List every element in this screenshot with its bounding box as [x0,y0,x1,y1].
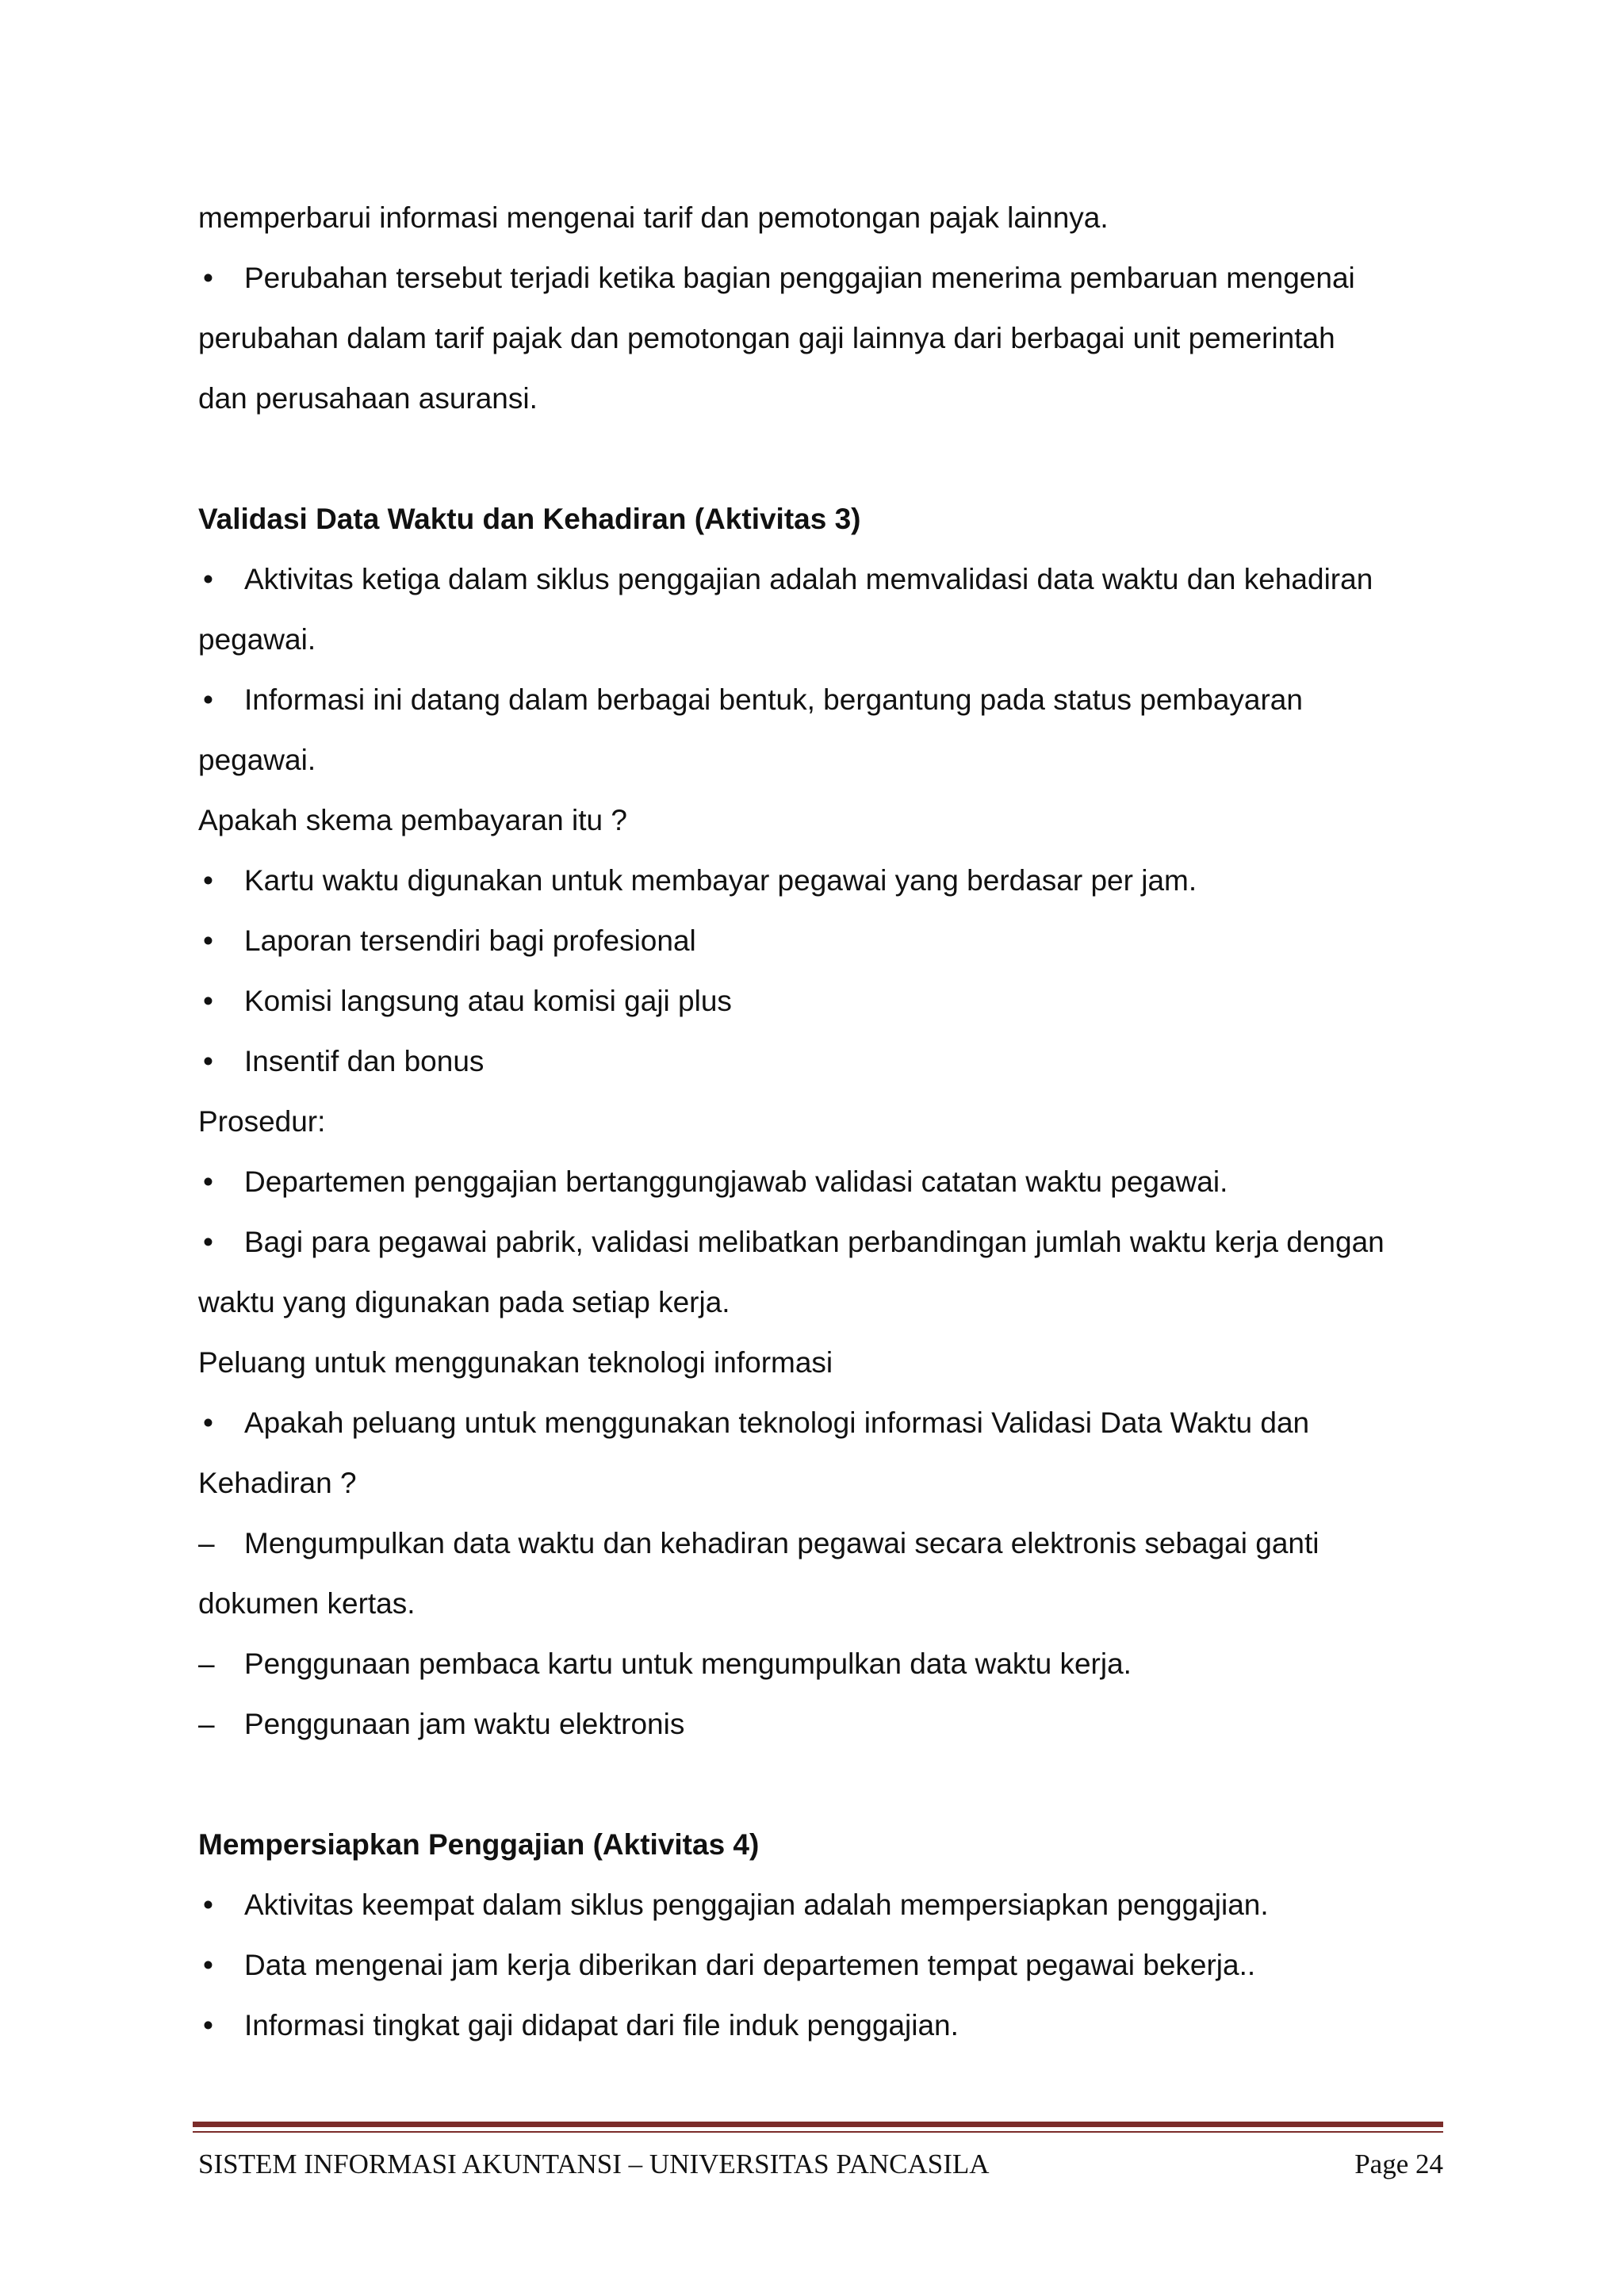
dash-item [198,1642,1435,1702]
bullet-item [198,1883,1435,1943]
bullet-icon: • [203,864,213,897]
bullet-item [198,1160,1435,1220]
spacer [198,437,1435,497]
bullet-item [198,919,1435,979]
bullet-item [198,2003,1435,2064]
paragraph-line: pegawai. [198,744,316,776]
bullet-icon: • [203,1045,213,1077]
bullet-text: Data mengenai jam kerja diberikan dari departemen tempat pegawai bekerja.. [244,1949,1256,1981]
bullet-icon: • [203,1949,213,1981]
bullet-icon: • [203,683,213,716]
bullet-text: Departemen penggajian bertanggungjawab validasi catatan waktu pegawai. [244,1165,1228,1198]
page-number: Page 24 [1354,2149,1443,2179]
dash-text: Penggunaan jam waktu elektronis [244,1708,685,1740]
bullet-icon: • [203,1888,213,1921]
dash-text: Mengumpulkan data waktu dan kehadiran pegawai secara elektronis sebagai ganti [244,1527,1320,1559]
bullet-text: Informasi ini datang dalam berbagai bentuk, bergantung pada status pembayaran [244,683,1303,716]
paragraph-line: memperbarui informasi mengenai tarif dan pemotongan pajak lainnya. [198,201,1109,234]
bullet-item [198,1039,1435,1100]
section-heading-aktivitas-4: Mempersiapkan Penggajian (Aktivitas 4) [198,1828,760,1861]
paragraph-line: Kehadiran ? [198,1467,357,1499]
dash-icon: – [198,1708,215,1740]
bullet-text: Komisi langsung atau komisi gaji plus [244,985,732,1017]
bullet-icon: • [203,1406,213,1439]
paragraph-line: Apakah skema pembayaran itu ? [198,804,627,836]
bullet-text: Bagi para pegawai pabrik, validasi melibatkan perbandingan jumlah waktu kerja dengan [244,1226,1385,1258]
paragraph-line: pegawai. [198,623,316,656]
dash-item [198,1521,1435,1582]
bullet-text: Aktivitas ketiga dalam siklus penggajian adalah memvalidasi data waktu dan kehadiran [244,563,1373,595]
section-heading-aktivitas-3: Validasi Data Waktu dan Kehadiran (Aktivitas 3) [198,503,861,535]
bullet-icon: • [203,2009,213,2042]
bullet-text: Perubahan tersebut terjadi ketika bagian penggajian menerima pembaruan mengenai [244,262,1355,294]
paragraph-line: Prosedur: [198,1105,326,1138]
bullet-text: Aktivitas keempat dalam siklus penggajian adalah mempersiapkan penggajian. [244,1888,1269,1921]
footer-rule [193,2122,1443,2127]
bullet-icon: • [203,262,213,294]
bullet-item [198,1401,1435,1461]
paragraph-line: perubahan dalam tarif pajak dan pemotongan gaji lainnya dari berbagai unit pemerintah [198,322,1335,354]
dash-text: Penggunaan pembaca kartu untuk mengumpulkan data waktu kerja. [244,1647,1132,1680]
bullet-icon: • [203,1165,213,1198]
bullet-item [198,557,1435,618]
bullet-item [198,1220,1435,1280]
bullet-icon: • [203,1226,213,1258]
bullet-text: Apakah peluang untuk menggunakan teknologi informasi Validasi Data Waktu dan [244,1406,1310,1439]
paragraph-line: dokumen kertas. [198,1587,416,1620]
bullet-text: Insentif dan bonus [244,1045,485,1077]
bullet-item [198,256,1435,316]
bullet-text: Informasi tingkat gaji didapat dari file induk penggajian. [244,2009,959,2042]
bullet-icon: • [203,563,213,595]
spacer [198,1762,1435,1823]
bullet-icon: • [203,924,213,957]
paragraph-line: Peluang untuk menggunakan teknologi informasi [198,1346,833,1379]
paragraph-line: waktu yang digunakan pada setiap kerja. [198,1286,730,1318]
dash-icon: – [198,1527,215,1559]
bullet-item [198,859,1435,919]
dash-icon: – [198,1647,215,1680]
bullet-text: Kartu waktu digunakan untuk membayar pegawai yang berdasar per jam. [244,864,1197,897]
bullet-icon: • [203,985,213,1017]
bullet-item [198,678,1435,738]
page-content [198,196,1435,2064]
bullet-item [198,979,1435,1039]
paragraph-line: dan perusahaan asuransi. [198,382,538,415]
bullet-item [198,1943,1435,2003]
dash-item [198,1702,1435,1762]
bullet-text: Laporan tersendiri bagi profesional [244,924,696,957]
footer-title: SISTEM INFORMASI AKUNTANSI – UNIVERSITAS PANCASILA [198,2149,990,2179]
footer-rule-thin [193,2131,1443,2133]
